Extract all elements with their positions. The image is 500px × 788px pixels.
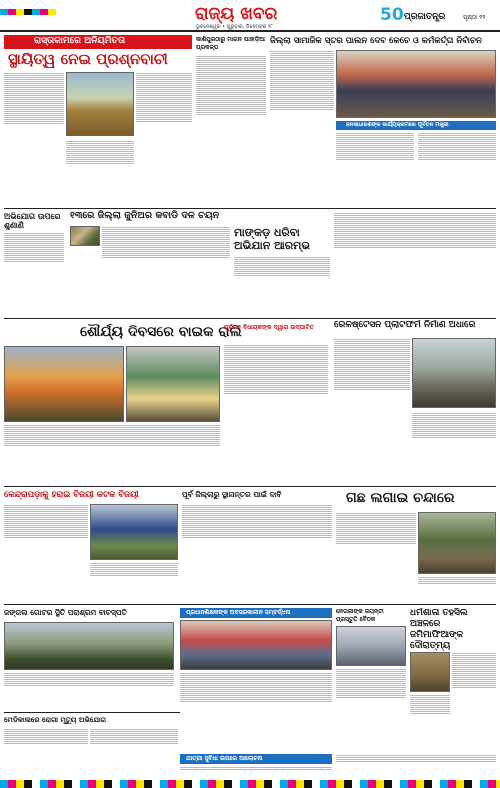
article-body — [224, 344, 328, 482]
article-photo-netaji — [336, 626, 406, 666]
headline-retirement — [180, 608, 332, 618]
kicker-text: ରାସ୍ତାକାମରେ ଅନିୟମିତତା — [34, 36, 126, 46]
section-title: ରାଜ୍ୟ ଖବର — [195, 4, 278, 24]
headline-monkey: ମାଙ୍କଡ଼ ଧରିବା ଅଭିଯାନ ଆରମ୍ଭ — [234, 226, 311, 252]
article-body — [336, 512, 416, 600]
section-divider — [4, 318, 496, 319]
headline-passenger-text: ଯାତ୍ରୀ ସୁବିଧା ଉପରେ ଆଲୋଚନା — [186, 755, 263, 762]
article-body — [336, 668, 406, 752]
article-body — [182, 504, 332, 600]
article-photo-rally-2 — [126, 346, 220, 422]
article-photo-meeting — [336, 50, 496, 118]
article-body — [418, 576, 496, 600]
article-body — [4, 672, 174, 710]
article-body — [452, 652, 496, 752]
headline-district-election: ଜିଲ୍ଲା ସାମାଜିକ ସ୍ତର ପାଲନ ଦେବ କେଚେ ଓ କର୍ମକର୍ତ୍ତା ନିର୍ବାଚନ — [270, 36, 482, 46]
article-body — [4, 232, 64, 312]
article-photo-road — [66, 72, 134, 136]
article-body — [234, 256, 330, 312]
headline-bike-rally: ଶୌର୍ଯ୍ୟ ଦିବସରେ ବାଇକ ରାଲି — [80, 324, 242, 340]
headline-kashipur: କାଶିପୁରଠାରୁ ମାଗନ ପାହାଡ଼ିଆ ପ୍ରକଳ୍ପ — [196, 36, 265, 51]
masthead — [0, 4, 500, 32]
article-body — [180, 766, 332, 776]
article-body — [4, 72, 64, 204]
article-body — [136, 72, 192, 204]
section-divider — [4, 208, 496, 209]
masthead-date: ଭୁବନେଶ୍ୱର • ଗୁରୁବାର, ଡିସେମ୍ବର ୨୮ — [196, 24, 273, 30]
article-photo-forest — [4, 622, 174, 670]
article-body — [196, 55, 266, 205]
anniversary-badge: 50 — [380, 5, 404, 25]
article-subhead — [336, 121, 496, 130]
headline-grievance: ଅଭିଯୋଗ ଉପରେ ଶୁଣାଣି — [4, 212, 61, 230]
article-photo-land — [410, 652, 450, 692]
headline-forest: ଜଙ୍ଗଲ ଗୋଟର ସ୍ଥିତି ପରାଶ୍ରମ ବାଚସ୍ପତି — [4, 608, 127, 617]
article-body — [418, 132, 496, 206]
headline-inaugurated: ପୂର୍ବତନ ବିଧାୟକଙ୍କ ଦ୍ୱାରା ଉଦ୍‌ଘାଟିତ — [224, 324, 314, 331]
headline-medical: ମେଡିକାଲରେ ରୋଗୀ ମୃତ୍ୟୁ ଅଭିଯୋଗ — [4, 716, 107, 724]
article-body — [4, 504, 88, 600]
article-body — [270, 50, 334, 205]
article-body — [4, 424, 220, 484]
color-registration-bottom — [0, 780, 500, 788]
article-body — [412, 412, 496, 484]
section-divider — [4, 712, 180, 713]
headline-roads: ସ୍ଥାୟିତ୍ୱ ନେଇ ପ୍ରଶ୍ନବାଚୀ — [8, 50, 168, 68]
headline-transfer-demand: ପୂର୍ବ ଜିଲ୍ଲାରୁ ସ୍ଥାନାନ୍ତର ପାଇଁ ଦାବି — [182, 490, 282, 499]
article-body — [90, 728, 178, 774]
page-number: ପୃଷ୍ଠା ୧୨ — [463, 14, 486, 21]
brand-logo: ପ୍ରଜାତନ୍ତ୍ର — [404, 12, 446, 22]
article-body — [336, 132, 414, 206]
article-photo-tree — [418, 512, 496, 574]
article-body — [334, 338, 410, 484]
article-kicker — [4, 35, 192, 49]
article-body — [4, 728, 88, 774]
article-body — [102, 226, 230, 312]
article-body — [180, 672, 332, 752]
article-photo-kabaddi — [70, 226, 100, 246]
headline-tree-planting: ଗଛ ଲଗାଇ ଚନ୍ଦାରେ — [346, 490, 455, 506]
subhead-text: ଜନସାଧାରଣଙ୍କ କାର୍ଯ୍ୟକ୍ରମରେ ପୂର୍ବତନ ମନ୍ତ୍ରୀ — [346, 122, 449, 128]
article-photo-team — [90, 504, 178, 560]
article-body — [66, 140, 134, 200]
section-divider — [4, 604, 496, 605]
article-photo-railway — [412, 338, 496, 408]
headline-passenger — [180, 754, 332, 764]
headline-cuttack-wins: କେନ୍ଦ୍ରାପଡ଼ାକୁ ହରାଇ ବିଜୟୀ କଟକ ବିଜୟୀ — [4, 490, 139, 500]
headline-land-mafia: ଧର୍ମଶାଳା ତହସିଲ ଅଞ୍ଚଳରେ ଜମିମାଫିଆଙ୍କ ଦୌରାତ୍ମ୍ୟ — [410, 608, 468, 651]
article-body — [410, 694, 450, 752]
headline-kabaddi: ୧୩ରେ ଜିଲ୍ଲା ଜୁନିଅର କବାଡି ଦଳ ଚୟନ — [70, 210, 220, 221]
article-photo-retirement — [180, 620, 332, 670]
headline-netaji: ନେତାଜୀଙ୍କ ଜୟନ୍ତୀ ପ୍ରସ୍ତୁତି ବୈଠକ — [336, 608, 384, 623]
section-divider — [4, 486, 496, 487]
article-photo-rally — [4, 346, 124, 422]
headline-railway-platform: ରେଳଷ୍ଟେସନ ପ୍ଲାଟଫର୍ମ ନିର୍ମାଣ ଅଧାରେ — [334, 320, 476, 330]
article-body — [334, 212, 496, 312]
article-body — [90, 562, 178, 600]
headline-retirement-text: ପ୍ରଧାନଶିକ୍ଷକଙ୍କ ଅବସରକାଳୀନ ସମ୍ବର୍ଦ୍ଧନା — [186, 609, 291, 616]
article-body — [336, 754, 496, 776]
